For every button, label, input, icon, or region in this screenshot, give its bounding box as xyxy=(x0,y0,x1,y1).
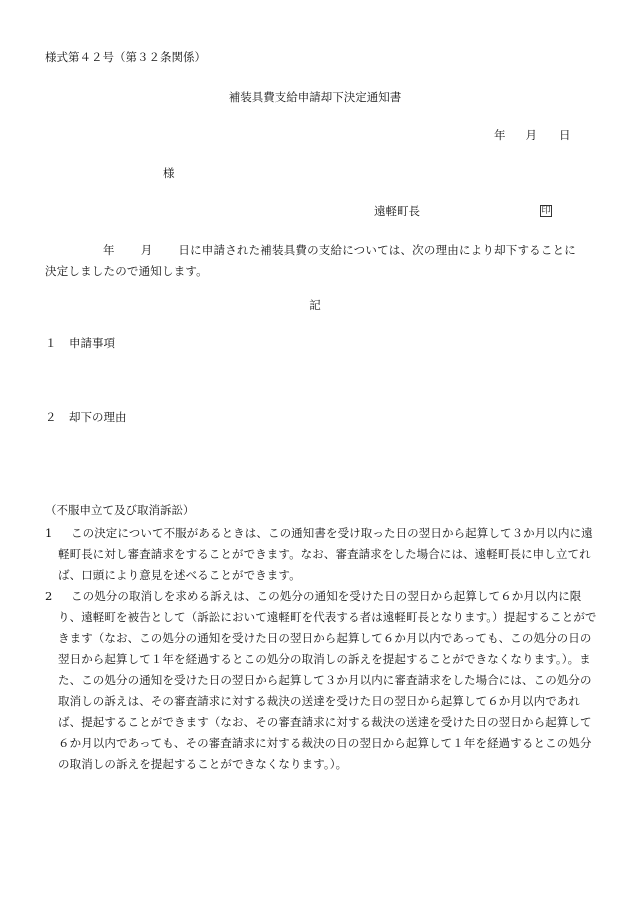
item-number: １ xyxy=(45,336,57,350)
item-application xyxy=(45,338,115,350)
notice-number: 1 xyxy=(45,526,53,540)
notice-item xyxy=(45,586,603,775)
ki-heading: 記 xyxy=(309,298,321,312)
notice-heading: （不服申立て及び取消訴訟） xyxy=(45,503,195,517)
document-title: 補装具費支給申請却下決定通知書 xyxy=(228,90,402,104)
item-rejection-reason xyxy=(45,412,127,424)
item-number: ２ xyxy=(45,410,57,424)
seal-mark: 印 xyxy=(541,206,551,216)
date-year: 年 xyxy=(494,128,506,142)
date-line xyxy=(494,130,571,142)
item-label: 却下の理由 xyxy=(69,410,127,424)
notice-text: この処分の取消しを求める訴えは、この処分の通知を受けた日の翌日から起算して６か月以内に限り、遠軽町を被告として（訴訟において遠軽町を代表する者は遠軽町長となります。）提起することができます（なお、この処分の通知を受けた日の翌日から起算して６か月以内であっても、この処分の日の翌日から起算して１年を経過するとこの処分の取消しの訴えを提起することができなくなります。）。また、この処分の通知を受けた日の翌日から起算して３か月以内に審査請求をした場合には、この処分の取消しの訴えは、その審査請求に対する裁決の送達を受けた日の翌日から起算して６か月以内であれば、提起することができます（なお、その審査請求に対する裁決の送達を受けた日の翌日から起算して６か月以内であっても、その審査請求に対する裁決の日の翌日から起算して１年を経過するとこの処分の取消しの訴えを提起することができなくなります。）。 xyxy=(58,589,597,771)
notice-number: 2 xyxy=(45,589,53,603)
date-day: 日 xyxy=(559,128,571,142)
form-number: 様式第４２号（第３２条関係） xyxy=(45,50,206,64)
addressee-suffix: 様 xyxy=(163,166,175,180)
sender-name: 遠軽町長 xyxy=(374,204,420,218)
notice-item xyxy=(45,523,603,586)
notice-text: この決定について不服があるときは、この通知書を受け取った日の翌日から起算して３か月以内に遠軽町長に対し審査請求をすることができます。なお、審査請求をした場合には、遠軽町長に申し立てれば、口頭により意見を述べることができます。 xyxy=(58,526,593,582)
body-month: 月 xyxy=(140,243,153,257)
date-month: 月 xyxy=(525,128,537,142)
item-label: 申請事項 xyxy=(69,336,115,350)
body-year: 年 xyxy=(103,243,115,257)
body-paragraph xyxy=(45,240,585,282)
body-text: 日に申請された補装具費の支給については、次の理由により却下することに決定しましたので通知します。 xyxy=(45,243,576,278)
